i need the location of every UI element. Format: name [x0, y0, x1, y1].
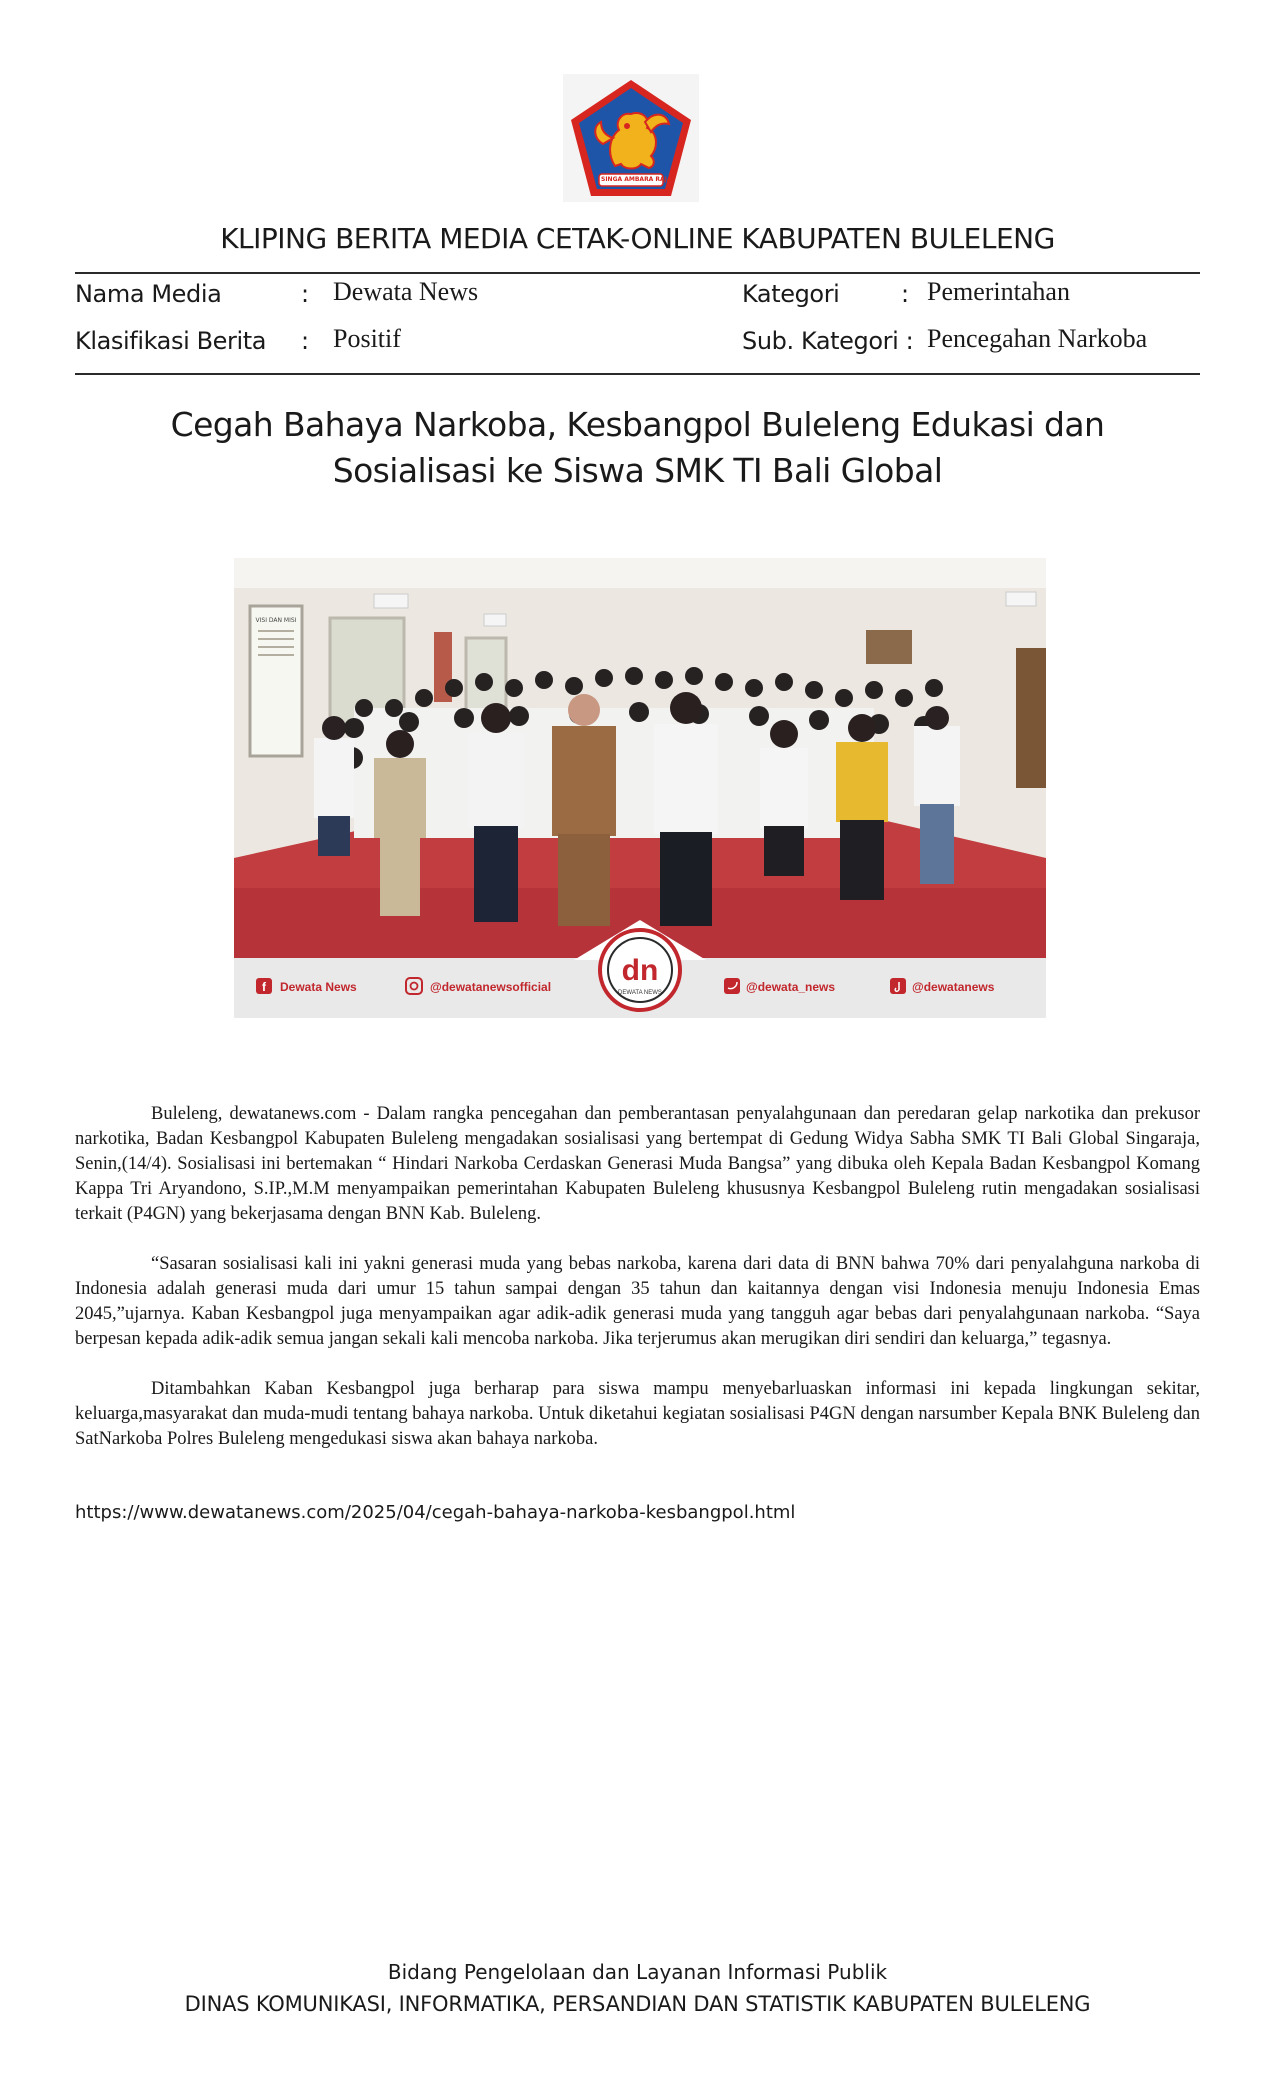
group-photo-icon [234, 558, 1046, 1018]
klasifikasi-value: Positif [333, 324, 401, 353]
subkategori-value: Pencegahan Narkoba [927, 324, 1148, 353]
page-heading: KLIPING BERITA MEDIA CETAK-ONLINE KABUPATEN BULELENG [220, 222, 1055, 255]
subkategori-label: Sub. Kategori : [742, 327, 914, 355]
article-title-line-1: Cegah Bahaya Narkoba, Kesbangpol Buleleng Edukasi dan [170, 405, 1105, 444]
article-photo [234, 558, 1046, 1018]
source-link[interactable]: https://www.dewatanews.com/2025/04/cegah-bahaya-narkoba-kesbangpol.html [75, 1502, 796, 1523]
footer-line-1: Bidang Pengelolaan dan Layanan Informasi Publik [387, 1960, 888, 1984]
colon: : [301, 327, 310, 355]
wall-poster-title: VISI DAN MISI [255, 617, 297, 624]
media-label: Nama Media [75, 280, 222, 308]
instagram-handle: @dewatanewsofficial [430, 980, 552, 994]
article-paragraph: “Sasaran sosialisasi kali ini yakni generasi muda yang bebas narkoba, karena dari data di BNN bahwa 70% dari penyalahguna narkoba di Indonesia adalah generasi muda dari umur 15 tahun sampai dengan 35 tahun dan kaitannya dengan visi Indonesia menuju Indonesia Emas 2045,”ujarnya. Kaban Kesbangpol juga menyampaikan agar adik-adik generasi muda yang tangguh agar bebas dari penyalahgunaan narkoba. “Saya berpesan kepada adik-adik semua jangan sekali kali mencoba narkoba. Jika terjerumus akan merugikan diri sendiri dan keluarga,” tegasnya. [75, 1254, 1200, 1349]
tiktok-handle: @dewatanews [912, 980, 995, 994]
kategori-label: Kategori [742, 280, 840, 308]
facebook-handle: Dewata News [280, 980, 357, 994]
bottom-divider [75, 373, 1200, 375]
article-paragraph: Buleleng, dewatanews.com - Dalam rangka pencegahan dan pemberantasan penyalahgunaan dan peredaran gelap narkotika dan prekusor narkotika, Badan Kesbangpol Kabupaten Buleleng mengadakan sosialisasi yang bertempat di Gedung Widya Sabha SMK TI Bali Global Singaraja, Senin,(14/4). Sosialisasi ini bertemakan “ Hindari Narkoba Cerdaskan Generasi Muda Bangsa” yang dibuka oleh Kepala Badan Kesbangpol Komang Kappa Tri Aryandono, S.IP.,M.M menyampaikan pemerintahan Kabupaten Buleleng khususnya Kesbangpol Buleleng rutin mengadakan sosialisasi terkait (P4GN) yang bekerjasama dengan BNN Kab. Buleleng. [75, 1104, 1200, 1224]
emblem-text: SINGA AMBARA RAJA [601, 176, 672, 183]
klasifikasi-label: Klasifikasi Berita [75, 327, 267, 355]
top-divider [75, 272, 1200, 274]
twitter-handle: @dewata_news [746, 980, 836, 994]
article-title [100, 402, 1175, 494]
article-paragraph: Ditambahkan Kaban Kesbangpol juga berharap para siswa mampu menyebarluaskan informasi ini kepada lingkungan sekitar, keluarga,masyarakat dan muda-mudi tentang bahaya narkoba. Untuk diketahui kegiatan sosialisasi P4GN dengan narsumber Kepala BNK Buleleng dan SatNarkoba Polres Buleleng mengedukasi siswa akan bahaya narkoba. [75, 1379, 1200, 1449]
dewata-news-logo-text: dn [621, 954, 659, 987]
kategori-value: Pemerintahan [927, 277, 1070, 306]
svg-text:f: f [262, 980, 266, 994]
kabupaten-emblem-icon [563, 74, 699, 202]
footer-line-2: DINAS KOMUNIKASI, INFORMATIKA, PERSANDIAN DAN STATISTIK KABUPATEN BULELENG [184, 1992, 1091, 2016]
colon: : [901, 280, 910, 308]
media-value: Dewata News [333, 277, 479, 306]
colon: : [301, 280, 310, 308]
article-body [75, 1102, 1200, 1477]
article-title-line-2: Sosialisasi ke Siswa SMK TI Bali Global [332, 451, 943, 490]
dewata-news-logo-sub: DEWATA NEWS [618, 990, 662, 996]
